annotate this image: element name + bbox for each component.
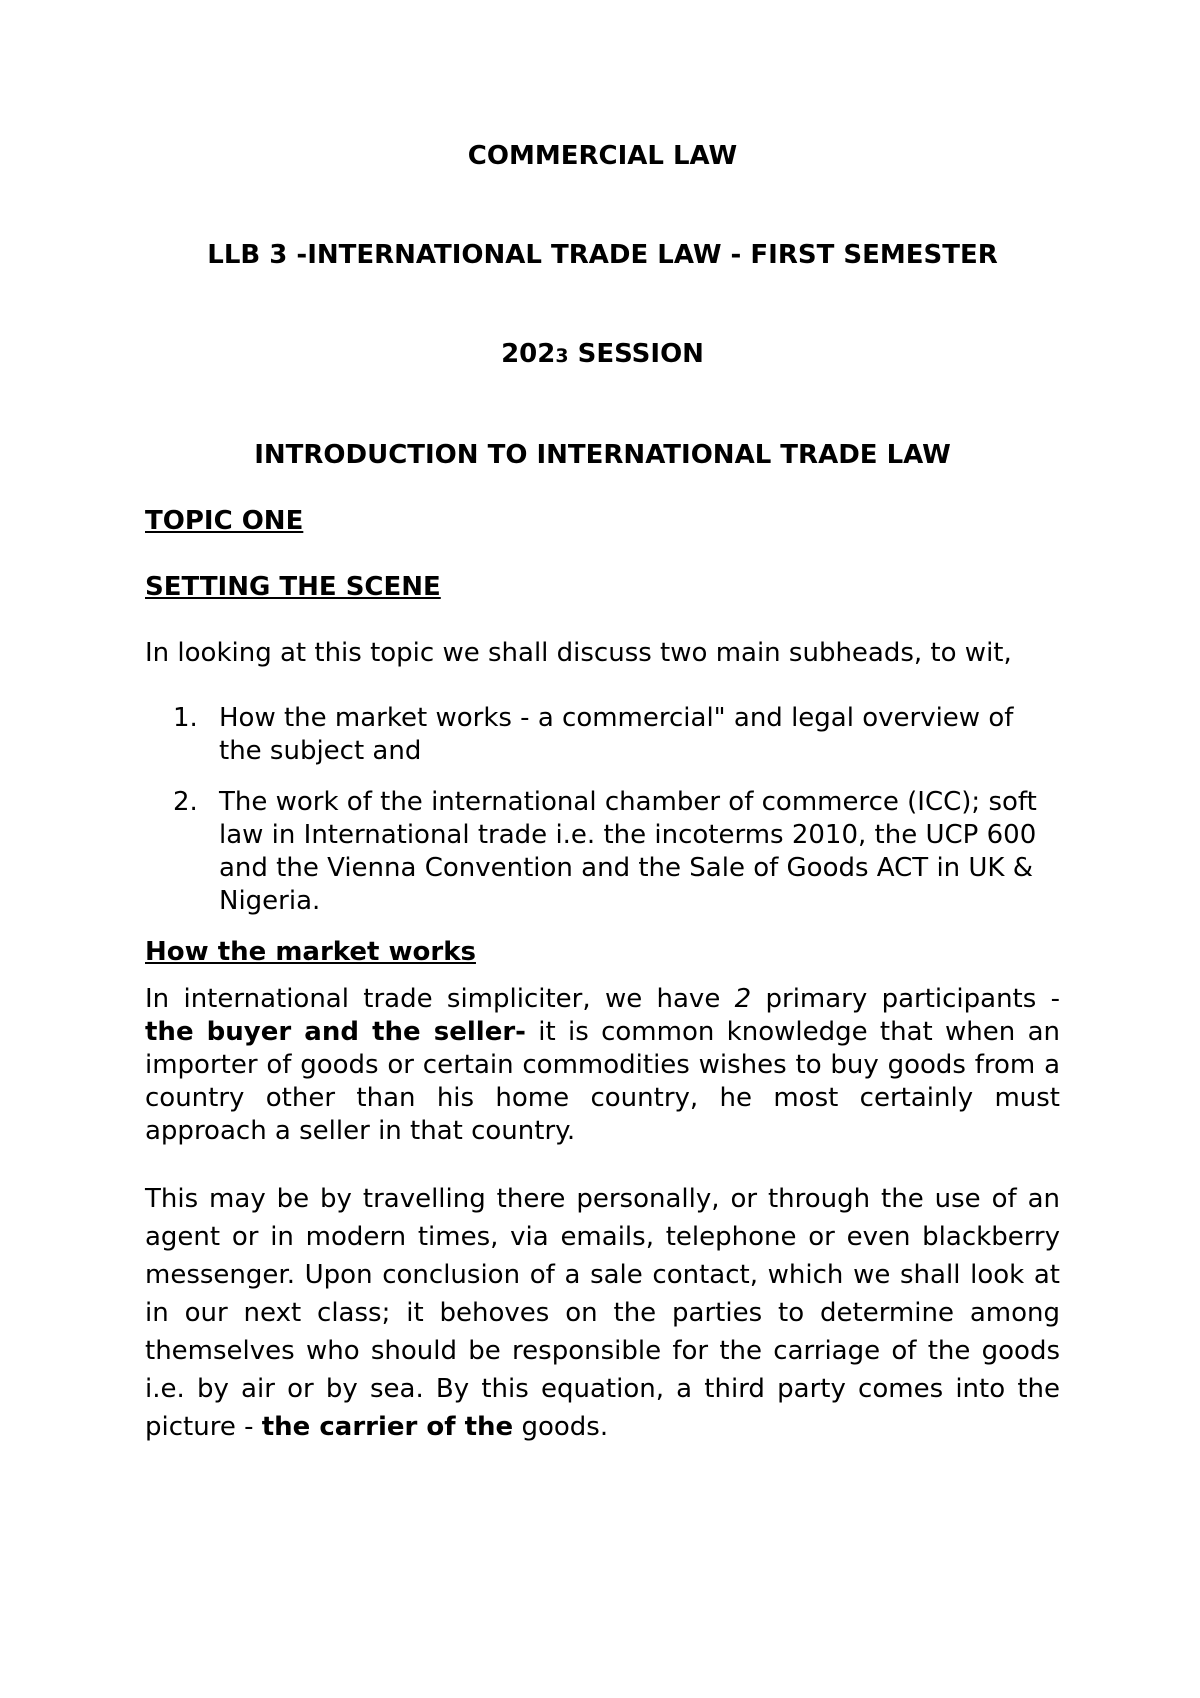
- intro-paragraph: In looking at this topic we shall discuss two main subheads, to wit,: [145, 638, 1012, 668]
- document-title: COMMERCIAL LAW: [467, 141, 738, 171]
- carriage-emphasis: the carrier of the: [261, 1412, 514, 1442]
- topic-heading: TOPIC ONE: [145, 506, 304, 536]
- session-year: 202: [501, 339, 556, 369]
- subheads-list: [145, 702, 1060, 918]
- course-heading: LLB 3 -INTERNATIONAL TRADE LAW - FIRST SEMESTER: [207, 240, 998, 270]
- list-item: [145, 702, 1060, 768]
- list-item-text: How the market works - a commercial" and legal overview of the subject and: [219, 703, 1014, 766]
- market-paragraph: [145, 983, 1060, 1148]
- list-item-number: 2.: [173, 787, 198, 817]
- session-heading: [145, 338, 1060, 373]
- participant-count: 2: [734, 984, 752, 1014]
- carriage-paragraph: [145, 1180, 1060, 1446]
- list-item-text: The work of the international chamber of commerce (ICC); soft law in International trade i.e. the incoterms 2010, the UCP 600 and the Vienna Convention and the Sale of Goods ACT in UK & Nigeria.: [219, 787, 1037, 916]
- market-text-1: In international trade simpliciter, we have: [145, 984, 735, 1014]
- document-body: [145, 140, 1060, 1446]
- session-year-suffix: 3: [555, 345, 569, 367]
- intro-heading: INTRODUCTION TO INTERNATIONAL TRADE LAW: [254, 440, 951, 470]
- market-emphasis: the buyer and the seller-: [145, 1017, 526, 1047]
- carriage-text-1: This may be by travelling there personally, or through the use of an agent or in modern times, via emails, telephone or even blackberry messenger. Upon conclusion of a sale contact, which we shall look at in our next class; it behoves on the parties to determine among themselves who should be responsible for the carriage of the goods i.e. by air or by sea. By this equation, a third party comes into the picture -: [145, 1184, 1060, 1442]
- market-text-2: primary participants -: [751, 984, 1060, 1014]
- session-label: SESSION: [568, 339, 704, 369]
- carriage-text-2: goods.: [513, 1412, 609, 1442]
- market-text-3: it is common knowledge that when an importer of goods or certain commodities wishes to buy goods from a country other than his home country, he most certainly must approach a seller in that country.: [145, 1017, 1060, 1146]
- market-heading: How the market works: [145, 937, 476, 967]
- section-heading: SETTING THE SCENE: [145, 572, 441, 602]
- list-item-number: 1.: [173, 703, 198, 733]
- list-item: [145, 786, 1060, 918]
